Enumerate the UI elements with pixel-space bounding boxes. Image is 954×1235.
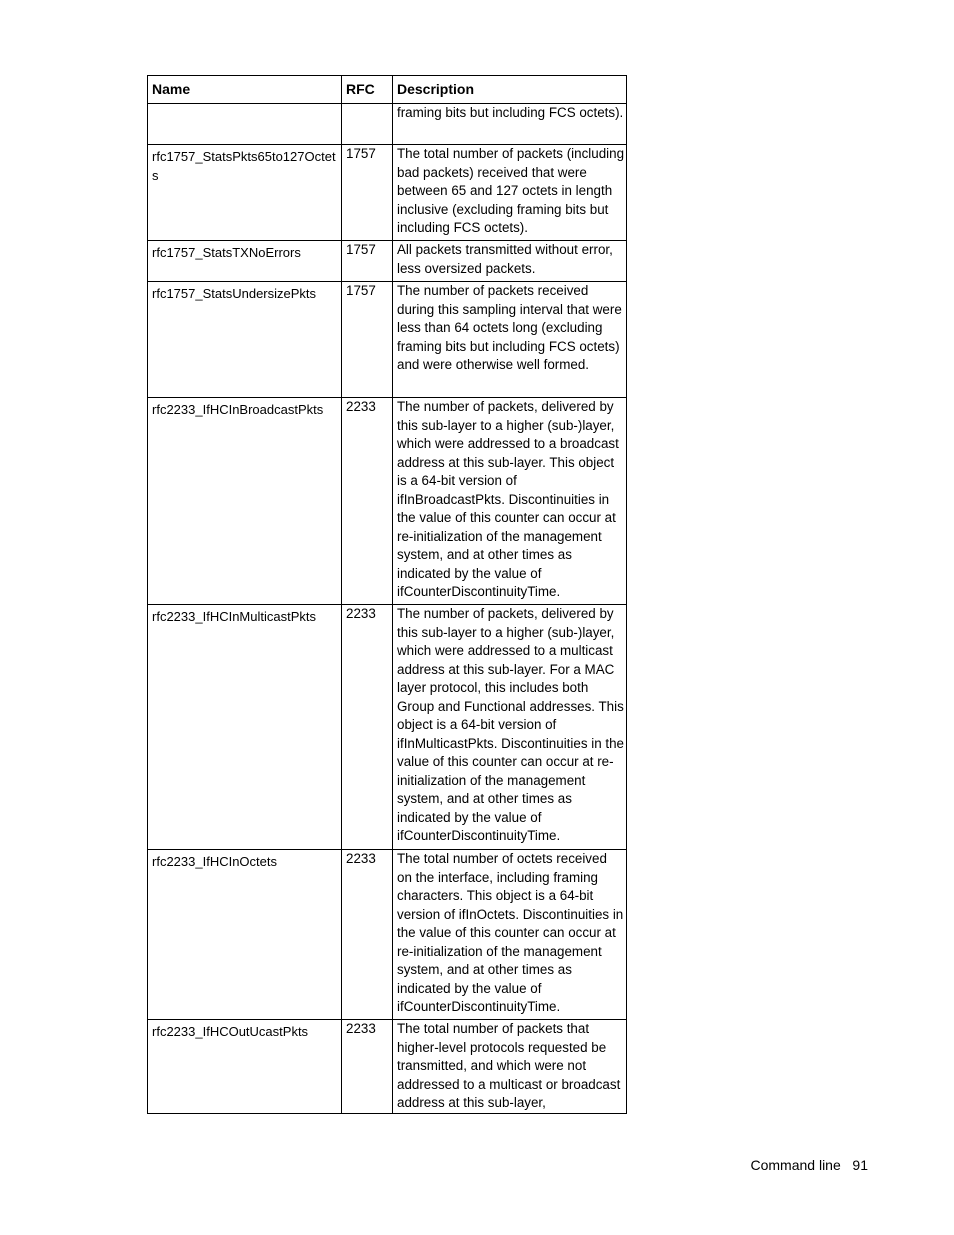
row-rfc: 2233 [342,605,393,850]
row-rfc: 2233 [342,850,393,1020]
row-description: The total number of packets that higher-level protocols requested be transmitted, and which were not addressed to a multicast or broadcast address at this sub-layer, [393,1020,627,1114]
row-rfc: 1757 [342,145,393,241]
row-name: rfc1757_StatsUndersizePkts [148,282,342,398]
footer-section-title: Command line [750,1157,841,1173]
row-description: The number of packets, delivered by this sub-layer to a higher (sub-)layer, which were addressed to a broadcast address at this sub-layer. This object is a 64-bit version of ifInBroadcastPkts. Discontinuities in the value of this counter can occur at re-initialization of the management system, and at other times as indicated by the value of ifCounterDiscontinuityTime. [393,398,627,605]
table-row [148,605,627,850]
row-description: framing bits but including FCS octets). [393,104,627,145]
table-row [148,282,627,398]
row-name: rfc2233_IfHCInOctets [148,850,342,1020]
table-row [148,104,627,145]
header-rfc: RFC [342,76,393,104]
table-row [148,145,627,241]
table-row [148,241,627,282]
row-rfc: 1757 [342,282,393,398]
row-description: The total number of octets received on the interface, including framing characters. This object is a 64-bit version of ifInOctets. Discontinuities in the value of this counter can occur at re-initialization of the management system, and at other times as indicated by the value of ifCounterDiscontinuityTime. [393,850,627,1020]
row-description: All packets transmitted without error, less oversized packets. [393,241,627,282]
row-rfc [342,104,393,145]
row-rfc: 2233 [342,398,393,605]
row-name [148,104,342,145]
row-name: rfc2233_IfHCOutUcastPkts [148,1020,342,1114]
page-footer [750,1157,868,1173]
header-description: Description [393,76,627,104]
row-description: The number of packets received during this sampling interval that were less than 64 octets long (excluding framing bits but including FCS octets) and were otherwise well formed. [393,282,627,398]
row-name: rfc1757_StatsPkts65to127Octets [148,145,342,241]
page-number: 91 [852,1157,868,1173]
row-name: rfc2233_IfHCInMulticastPkts [148,605,342,850]
row-rfc: 2233 [342,1020,393,1114]
row-description: The number of packets, delivered by this sub-layer to a higher (sub-)layer, which were addressed to a multicast address at this sub-layer. For a MAC layer protocol, this includes both Group and Functional addresses. This object is a 64-bit version of ifInMulticastPkts. Discontinuities in the value of this counter can occur at re-initialization of the management system, and at other times as indicated by the value of ifCounterDiscontinuityTime. [393,605,627,850]
header-name: Name [148,76,342,104]
row-description: The total number of packets (including bad packets) received that were between 65 and 127 octets in length inclusive (excluding framing bits but including FCS octets). [393,145,627,241]
table-row [148,1020,627,1114]
counters-table [147,75,627,1114]
table-row [148,850,627,1020]
row-rfc: 1757 [342,241,393,282]
row-name: rfc1757_StatsTXNoErrors [148,241,342,282]
table-row [148,398,627,605]
row-name: rfc2233_IfHCInBroadcastPkts [148,398,342,605]
table-header-row [148,76,627,104]
